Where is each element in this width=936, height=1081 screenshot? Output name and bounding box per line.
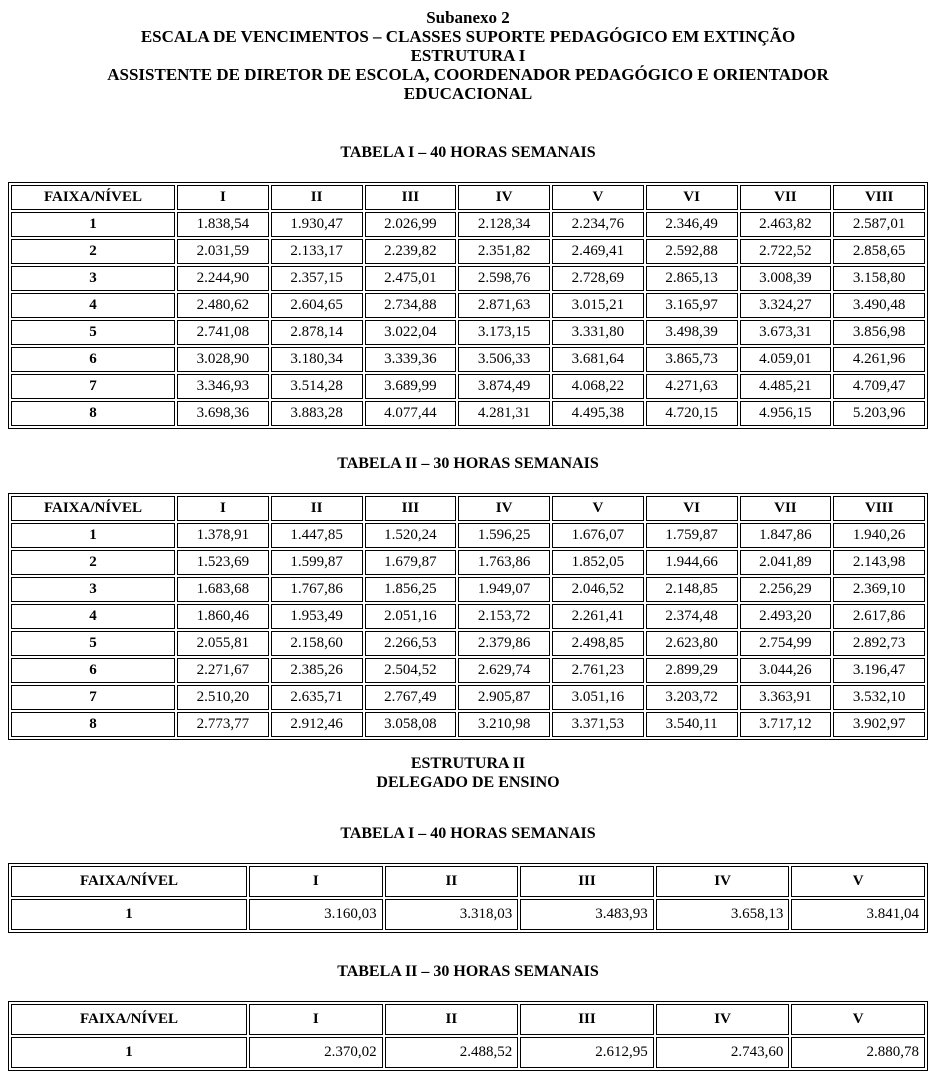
table-row (11, 658, 925, 683)
salary-value-cell: 1.683,68 (177, 577, 269, 602)
estrutura2-tabela2-30h (8, 1001, 928, 1071)
salary-value-cell: 2.587,01 (833, 212, 925, 237)
column-header-viii: VIII (833, 185, 925, 210)
table-row (11, 604, 925, 629)
salary-value-cell: 2.773,77 (177, 712, 269, 737)
salary-value-cell: 2.271,67 (177, 658, 269, 683)
column-header-v: V (791, 866, 925, 897)
salary-value-cell: 2.385,26 (271, 658, 363, 683)
salary-value-cell: 3.490,48 (833, 293, 925, 318)
salary-value-cell: 3.160,03 (249, 899, 383, 930)
caption-estrutura2-tabela1: TABELA I – 40 HORAS SEMANAIS (340, 825, 596, 842)
salary-value-cell: 4.068,22 (552, 374, 644, 399)
salary-value-cell: 2.369,10 (833, 577, 925, 602)
salary-value-cell: 1.447,85 (271, 523, 363, 548)
salary-value-cell: 2.912,46 (271, 712, 363, 737)
table-header-row (11, 1004, 925, 1035)
salary-value-cell: 2.635,71 (271, 685, 363, 710)
estrutura2-heading-line2: DELEGADO DE ENSINO (376, 774, 560, 791)
row-label: 6 (11, 347, 175, 372)
salary-value-cell: 2.761,23 (552, 658, 644, 683)
table-row (11, 685, 925, 710)
row-label: 8 (11, 401, 175, 426)
salary-value-cell: 1.856,25 (365, 577, 457, 602)
salary-value-cell: 4.261,96 (833, 347, 925, 372)
salary-value-cell: 2.153,72 (458, 604, 550, 629)
table-row (11, 577, 925, 602)
table-header-row (11, 496, 925, 521)
salary-value-cell: 4.281,31 (458, 401, 550, 426)
salary-value-cell: 3.371,53 (552, 712, 644, 737)
column-header-iv: IV (458, 185, 550, 210)
salary-value-cell: 2.892,73 (833, 631, 925, 656)
title-line-subanexo: Subanexo 2 (426, 8, 510, 27)
salary-value-cell: 2.051,16 (365, 604, 457, 629)
table-row (11, 401, 925, 426)
salary-value-cell: 2.871,63 (458, 293, 550, 318)
row-label: 6 (11, 658, 175, 683)
salary-value-cell: 3.363,91 (740, 685, 832, 710)
salary-value-cell: 2.256,29 (740, 577, 832, 602)
salary-value-cell: 2.623,80 (646, 631, 738, 656)
estrutura1-tabela2-30h (8, 493, 928, 740)
salary-value-cell: 2.617,86 (833, 604, 925, 629)
salary-value-cell: 3.532,10 (833, 685, 925, 710)
salary-value-cell: 3.498,39 (646, 320, 738, 345)
estrutura2-tabela1-40h (8, 863, 928, 933)
salary-value-cell: 3.165,97 (646, 293, 738, 318)
salary-value-cell: 2.612,95 (520, 1037, 654, 1068)
salary-value-cell: 1.523,69 (177, 550, 269, 575)
salary-value-cell: 2.604,65 (271, 293, 363, 318)
salary-value-cell: 2.504,52 (365, 658, 457, 683)
salary-value-cell: 3.514,28 (271, 374, 363, 399)
row-label: 4 (11, 604, 175, 629)
salary-value-cell: 4.709,47 (833, 374, 925, 399)
salary-value-cell: 2.244,90 (177, 266, 269, 291)
row-label: 7 (11, 685, 175, 710)
salary-value-cell: 3.883,28 (271, 401, 363, 426)
column-header-ii: II (271, 185, 363, 210)
salary-value-cell: 3.346,93 (177, 374, 269, 399)
salary-value-cell: 1.852,05 (552, 550, 644, 575)
salary-value-cell: 2.722,52 (740, 239, 832, 264)
salary-value-cell: 3.673,31 (740, 320, 832, 345)
row-label: 4 (11, 293, 175, 318)
salary-value-cell: 2.728,69 (552, 266, 644, 291)
column-header-i: I (249, 866, 383, 897)
salary-value-cell: 3.022,04 (365, 320, 457, 345)
column-header-v: V (791, 1004, 925, 1035)
salary-value-cell: 1.759,87 (646, 523, 738, 548)
salary-value-cell: 2.865,13 (646, 266, 738, 291)
salary-value-cell: 2.133,17 (271, 239, 363, 264)
column-header-faixa-nivel: FAIXA/NÍVEL (11, 1004, 247, 1035)
salary-value-cell: 2.629,74 (458, 658, 550, 683)
column-header-iv: IV (656, 1004, 790, 1035)
table-row (11, 631, 925, 656)
salary-value-cell: 3.856,98 (833, 320, 925, 345)
salary-value-cell: 2.266,53 (365, 631, 457, 656)
salary-value-cell: 2.899,29 (646, 658, 738, 683)
column-header-iii: III (520, 866, 654, 897)
salary-value-cell: 2.493,20 (740, 604, 832, 629)
salary-value-cell: 4.720,15 (646, 401, 738, 426)
salary-value-cell: 2.351,82 (458, 239, 550, 264)
salary-value-cell: 1.930,47 (271, 212, 363, 237)
salary-value-cell: 2.880,78 (791, 1037, 925, 1068)
salary-value-cell: 3.483,93 (520, 899, 654, 930)
title-line-escala: ESCALA DE VENCIMENTOS – CLASSES SUPORTE PEDAGÓGICO EM EXTINÇÃO (140, 27, 796, 46)
salary-value-cell: 3.506,33 (458, 347, 550, 372)
salary-value-cell: 2.498,85 (552, 631, 644, 656)
table-row (11, 712, 925, 737)
table-row (11, 899, 925, 930)
salary-value-cell: 2.374,48 (646, 604, 738, 629)
salary-value-cell: 2.128,34 (458, 212, 550, 237)
salary-value-cell: 2.878,14 (271, 320, 363, 345)
salary-value-cell: 2.346,49 (646, 212, 738, 237)
salary-value-cell: 3.015,21 (552, 293, 644, 318)
salary-value-cell: 3.689,99 (365, 374, 457, 399)
salary-value-cell: 2.905,87 (458, 685, 550, 710)
column-header-ii: II (385, 866, 519, 897)
salary-value-cell: 2.143,98 (833, 550, 925, 575)
column-header-vi: VI (646, 185, 738, 210)
salary-value-cell: 3.158,80 (833, 266, 925, 291)
column-header-vii: VII (740, 185, 832, 210)
row-label: 2 (11, 239, 175, 264)
salary-value-cell: 1.838,54 (177, 212, 269, 237)
row-label: 3 (11, 577, 175, 602)
salary-value-cell: 2.041,89 (740, 550, 832, 575)
column-header-iv: IV (458, 496, 550, 521)
title-line-cargos: ASSISTENTE DE DIRETOR DE ESCOLA, COORDENADOR PEDAGÓGICO E ORIENTADOR (107, 65, 829, 84)
salary-value-cell: 3.874,49 (458, 374, 550, 399)
salary-value-cell: 2.510,20 (177, 685, 269, 710)
salary-value-cell: 3.902,97 (833, 712, 925, 737)
salary-value-cell: 1.676,07 (552, 523, 644, 548)
salary-value-cell: 3.196,47 (833, 658, 925, 683)
salary-value-cell: 1.953,49 (271, 604, 363, 629)
column-header-v: V (552, 496, 644, 521)
document-title-block (8, 8, 928, 103)
salary-value-cell: 3.658,13 (656, 899, 790, 930)
salary-value-cell: 3.044,26 (740, 658, 832, 683)
title-line-educacional: EDUCACIONAL (403, 84, 533, 103)
salary-value-cell: 2.158,60 (271, 631, 363, 656)
salary-value-cell: 2.055,81 (177, 631, 269, 656)
salary-value-cell: 1.596,25 (458, 523, 550, 548)
column-header-viii: VIII (833, 496, 925, 521)
table-row (11, 239, 925, 264)
salary-value-cell: 1.944,66 (646, 550, 738, 575)
row-label: 1 (11, 1037, 247, 1068)
column-header-i: I (177, 185, 269, 210)
salary-value-cell: 3.008,39 (740, 266, 832, 291)
salary-value-cell: 2.480,62 (177, 293, 269, 318)
row-label: 1 (11, 523, 175, 548)
estrutura2-heading (8, 754, 928, 792)
salary-value-cell: 3.865,73 (646, 347, 738, 372)
estrutura1-tabela1-40h (8, 182, 928, 429)
salary-value-cell: 3.339,36 (365, 347, 457, 372)
salary-value-cell: 1.378,91 (177, 523, 269, 548)
salary-value-cell: 2.239,82 (365, 239, 457, 264)
salary-value-cell: 2.031,59 (177, 239, 269, 264)
salary-value-cell: 1.949,07 (458, 577, 550, 602)
salary-value-cell: 1.520,24 (365, 523, 457, 548)
table-row (11, 523, 925, 548)
salary-value-cell: 4.077,44 (365, 401, 457, 426)
salary-value-cell: 4.271,63 (646, 374, 738, 399)
table-row (11, 374, 925, 399)
table-row (11, 293, 925, 318)
salary-value-cell: 3.331,80 (552, 320, 644, 345)
salary-value-cell: 2.046,52 (552, 577, 644, 602)
salary-value-cell: 3.028,90 (177, 347, 269, 372)
column-header-ii: II (385, 1004, 519, 1035)
salary-value-cell: 4.059,01 (740, 347, 832, 372)
salary-value-cell: 2.026,99 (365, 212, 457, 237)
salary-value-cell: 3.180,34 (271, 347, 363, 372)
row-label: 3 (11, 266, 175, 291)
salary-value-cell: 4.956,15 (740, 401, 832, 426)
column-header-faixa-nivel: FAIXA/NÍVEL (11, 185, 175, 210)
caption-estrutura1-tabela2: TABELA II – 30 HORAS SEMANAIS (337, 455, 599, 472)
title-line-estrutura-i: ESTRUTURA I (410, 46, 526, 65)
column-header-faixa-nivel: FAIXA/NÍVEL (11, 496, 175, 521)
salary-value-cell: 3.051,16 (552, 685, 644, 710)
salary-value-cell: 3.324,27 (740, 293, 832, 318)
salary-value-cell: 1.767,86 (271, 577, 363, 602)
salary-value-cell: 3.717,12 (740, 712, 832, 737)
column-header-faixa-nivel: FAIXA/NÍVEL (11, 866, 247, 897)
table-row (11, 1037, 925, 1068)
caption-estrutura2-tabela2: TABELA II – 30 HORAS SEMANAIS (337, 963, 599, 980)
table-row (11, 347, 925, 372)
salary-value-cell: 1.940,26 (833, 523, 925, 548)
salary-value-cell: 2.743,60 (656, 1037, 790, 1068)
column-header-iii: III (365, 496, 457, 521)
table-row (11, 320, 925, 345)
salary-value-cell: 2.858,65 (833, 239, 925, 264)
salary-value-cell: 3.058,08 (365, 712, 457, 737)
salary-value-cell: 2.148,85 (646, 577, 738, 602)
salary-value-cell: 2.734,88 (365, 293, 457, 318)
salary-value-cell: 3.841,04 (791, 899, 925, 930)
salary-value-cell: 2.741,08 (177, 320, 269, 345)
salary-value-cell: 3.681,64 (552, 347, 644, 372)
salary-value-cell: 2.754,99 (740, 631, 832, 656)
table-row (11, 212, 925, 237)
table-row (11, 550, 925, 575)
salary-value-cell: 1.679,87 (365, 550, 457, 575)
column-header-v: V (552, 185, 644, 210)
salary-value-cell: 1.847,86 (740, 523, 832, 548)
table-header-row (11, 185, 925, 210)
salary-value-cell: 3.203,72 (646, 685, 738, 710)
salary-value-cell: 2.488,52 (385, 1037, 519, 1068)
salary-value-cell: 4.495,38 (552, 401, 644, 426)
salary-value-cell: 1.599,87 (271, 550, 363, 575)
salary-value-cell: 4.485,21 (740, 374, 832, 399)
row-label: 2 (11, 550, 175, 575)
salary-value-cell: 1.763,86 (458, 550, 550, 575)
column-header-ii: II (271, 496, 363, 521)
column-header-iii: III (520, 1004, 654, 1035)
caption-estrutura1-tabela1: TABELA I – 40 HORAS SEMANAIS (340, 144, 596, 161)
column-header-vi: VI (646, 496, 738, 521)
row-label: 7 (11, 374, 175, 399)
column-header-vii: VII (740, 496, 832, 521)
column-header-i: I (177, 496, 269, 521)
salary-value-cell: 2.357,15 (271, 266, 363, 291)
salary-value-cell: 2.469,41 (552, 239, 644, 264)
row-label: 1 (11, 899, 247, 930)
salary-value-cell: 2.370,02 (249, 1037, 383, 1068)
column-header-iii: III (365, 185, 457, 210)
table-header-row (11, 866, 925, 897)
table-row (11, 266, 925, 291)
salary-value-cell: 2.475,01 (365, 266, 457, 291)
column-header-iv: IV (656, 866, 790, 897)
salary-value-cell: 3.698,36 (177, 401, 269, 426)
row-label: 5 (11, 320, 175, 345)
salary-value-cell: 1.860,46 (177, 604, 269, 629)
salary-value-cell: 2.598,76 (458, 266, 550, 291)
salary-value-cell: 2.592,88 (646, 239, 738, 264)
salary-value-cell: 2.463,82 (740, 212, 832, 237)
salary-value-cell: 3.173,15 (458, 320, 550, 345)
row-label: 8 (11, 712, 175, 737)
salary-value-cell: 2.261,41 (552, 604, 644, 629)
salary-value-cell: 3.210,98 (458, 712, 550, 737)
estrutura2-heading-line1: ESTRUTURA II (410, 755, 526, 772)
salary-value-cell: 3.318,03 (385, 899, 519, 930)
salary-value-cell: 2.767,49 (365, 685, 457, 710)
salary-value-cell: 2.379,86 (458, 631, 550, 656)
row-label: 1 (11, 212, 175, 237)
salary-value-cell: 3.540,11 (646, 712, 738, 737)
salary-value-cell: 5.203,96 (833, 401, 925, 426)
row-label: 5 (11, 631, 175, 656)
salary-value-cell: 2.234,76 (552, 212, 644, 237)
column-header-i: I (249, 1004, 383, 1035)
